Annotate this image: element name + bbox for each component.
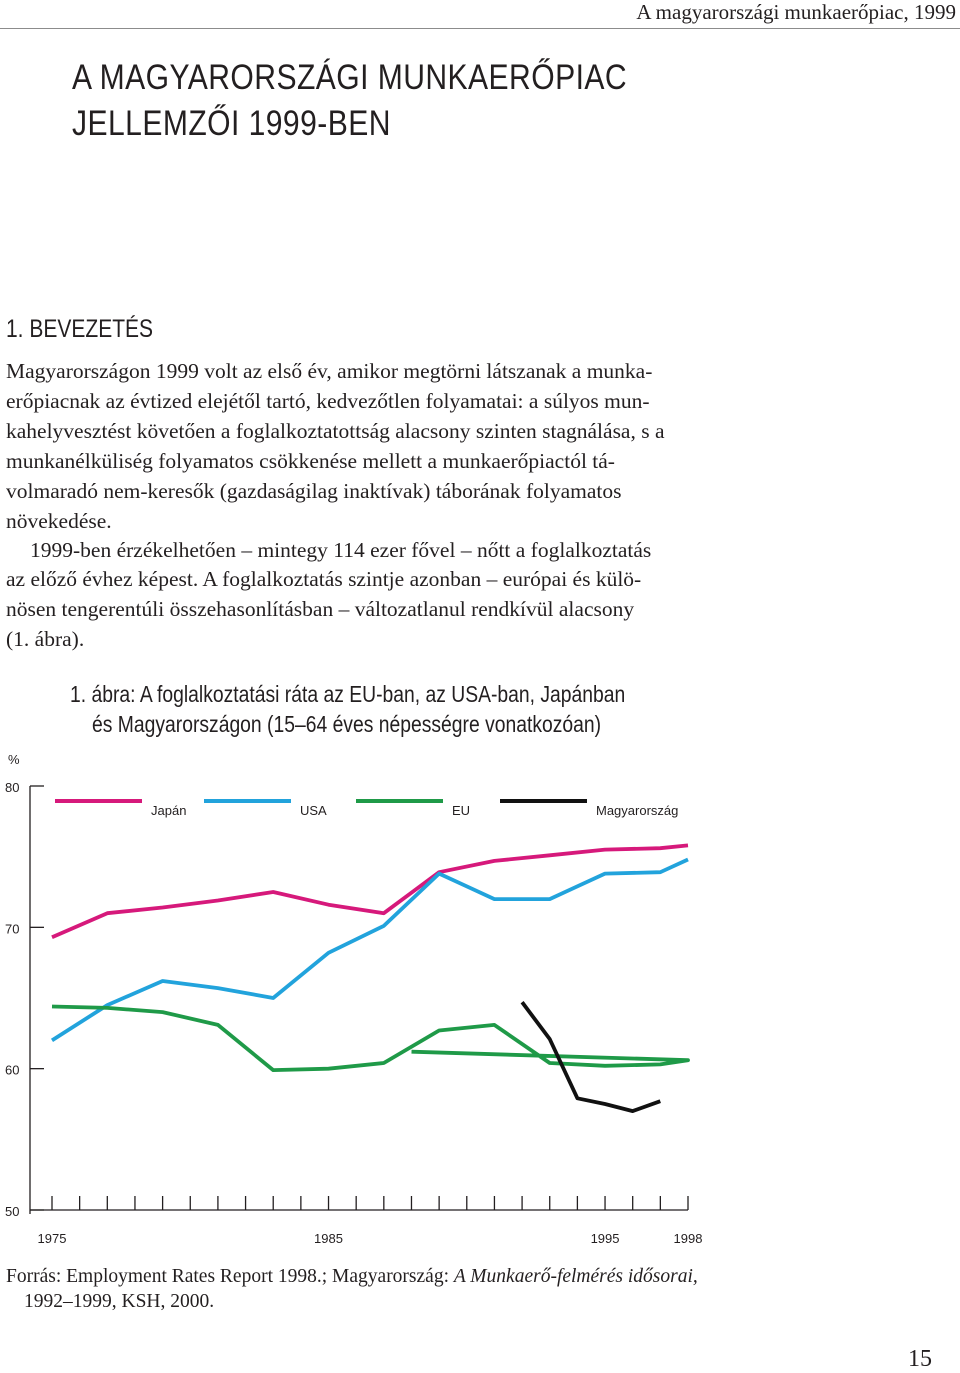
- x-tick-label: 1985: [314, 1231, 343, 1246]
- body-line: Magyarországon 1999 volt az első év, amikor megtörni látszanak a munka-: [6, 359, 653, 383]
- chapter-title-line: JELLEMZŐI 1999-BEN: [72, 104, 391, 143]
- source-note-text: 1992–1999, KSH, 2000.: [24, 1291, 215, 1312]
- body-line: nösen tengerentúli összehasonlításban – változatlanul rendkívül alacsony: [6, 597, 635, 621]
- body-line: az előző évhez képest. A foglalkoztatás szintje azonban – európai és külö-: [6, 567, 642, 591]
- series-line: [52, 860, 688, 1041]
- legend-label: USA: [300, 803, 327, 818]
- y-axis-unit-label: %: [8, 752, 20, 767]
- running-header: [0, 0, 960, 29]
- body-line: 1999-ben érzékelhetően – mintegy 114 ezer fővel – nőtt a foglalkoztatás: [30, 538, 652, 562]
- figure-caption-line: és Magyarországon (15–64 éves népességre vonatkozóan): [92, 711, 602, 737]
- series-line: [52, 845, 688, 937]
- y-tick-label: 60: [5, 1062, 20, 1078]
- employment-rate-chart: [0, 740, 960, 1250]
- body-line: erőpiacnak az évtized elejétől tartó, kedvezőtlen folyamatai: a súlyos mun-: [6, 389, 650, 413]
- body-line: kahelyvesztést követően a foglalkoztatottság alacsony szinten stagnálása, s a: [6, 419, 665, 443]
- legend-label: EU: [452, 803, 471, 818]
- section-heading: 1. BEVEZETÉS: [6, 315, 154, 343]
- x-tick-label: 1975: [37, 1231, 67, 1246]
- body-line: munkanélküliség folyamatos csökkenése mellett a munkaerőpiactól tá-: [6, 449, 615, 473]
- chapter-title: [72, 55, 627, 147]
- legend-label: Magyarország: [596, 803, 679, 818]
- y-tick-label: 70: [5, 921, 20, 937]
- chart-series-lines: [52, 845, 688, 1111]
- body-line: (1. ábra).: [6, 627, 85, 651]
- source-note-line: [24, 1289, 214, 1314]
- series-line: [52, 1007, 688, 1071]
- body-line: volmaradó nem-keresők (gazdaságilag inaktívak) táborának folyamatos: [6, 479, 622, 503]
- figure-caption-line: 1. ábra: A foglalkoztatási ráta az EU-ban, az USA-ban, Japánban: [70, 681, 626, 707]
- y-tick-label: 50: [5, 1204, 20, 1219]
- chapter-title-line: A MAGYARORSZÁGI MUNKAERŐPIAC: [72, 58, 628, 97]
- x-tick-label: 1995: [590, 1231, 620, 1246]
- source-note-title: A Munkaerő-felmérés idősorai,: [453, 1266, 698, 1287]
- page-number: 15: [908, 1346, 932, 1372]
- source-note-line: [6, 1264, 698, 1289]
- chart-legend: [55, 801, 678, 818]
- x-tick-label: 1998: [673, 1231, 703, 1246]
- body-line: növekedése.: [6, 509, 112, 533]
- legend-label: Japán: [151, 803, 187, 818]
- y-tick-label: 80: [5, 780, 20, 795]
- source-note-text: Forrás: Employment Rates Report 1998.; Magyarország:: [6, 1266, 454, 1287]
- running-header-text: A magyarországi munkaerőpiac, 1999: [636, 0, 956, 24]
